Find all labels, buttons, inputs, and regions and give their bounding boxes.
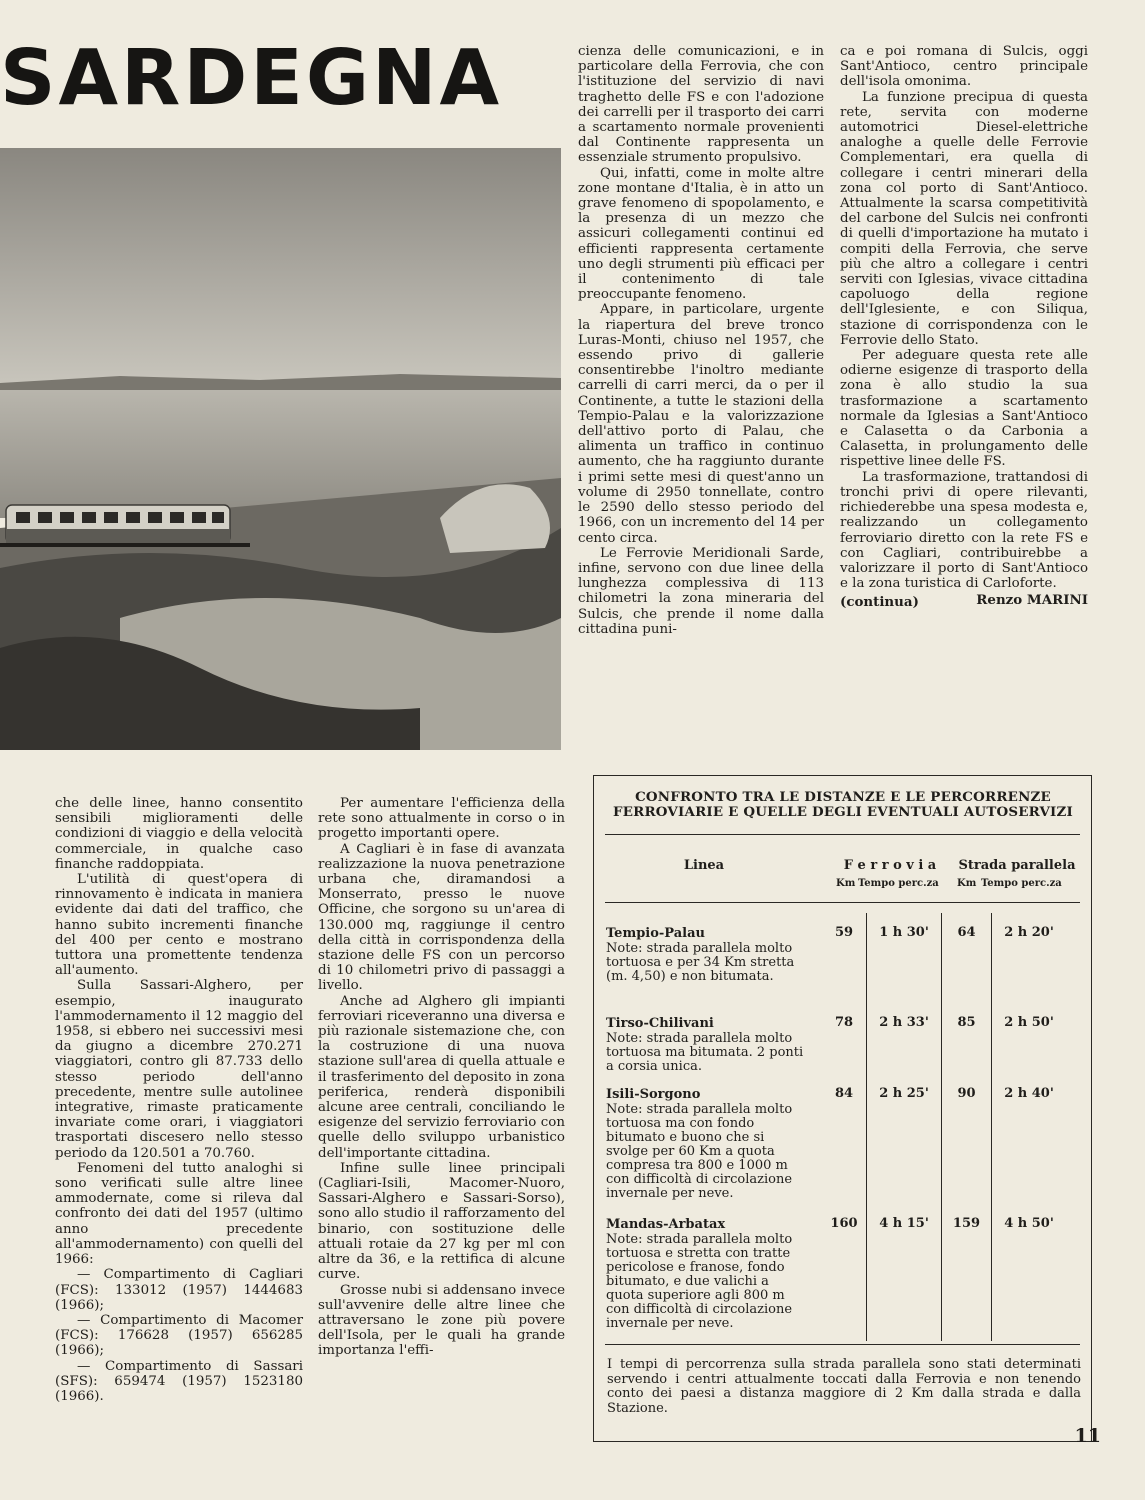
column-header-strada: Strada parallela bbox=[958, 858, 1076, 873]
paragraph: Grosse nubi si addensano invece sull'avvenire delle altre linee che attraversano le zone più povere dell'Isola, per le quali ha grande importanza l'effi- bbox=[318, 1282, 565, 1359]
article-column-3 bbox=[578, 44, 824, 637]
paragraph: Per adeguare questa rete alle odierne esigenze di trasporto della zona è allo studio la sua trasformazione a scartamento normale da Iglesias a Sant'Antioco e Calasetta o da Carbonia a Calasetta, in prolungamento delle rispettive linee delle FS. bbox=[840, 348, 1088, 470]
table-cell: 2 h 33' bbox=[879, 1015, 929, 1030]
paragraph: ca e poi romana di Sulcis, oggi Sant'Antioco, centro principale dell'isola omonima. bbox=[840, 44, 1088, 90]
paragraph: Le Ferrovie Meridionali Sarde, infine, servono con due linee della lunghezza complessiva di 113 chilometri la zona mineraria del Sulcis, che prende il nome dalla cittadina puni- bbox=[578, 545, 824, 637]
table-cell: 2 h 40' bbox=[1004, 1086, 1054, 1101]
table-cell: 2 h 25' bbox=[879, 1086, 929, 1101]
page-number: 11 bbox=[1074, 1425, 1101, 1447]
table-row-name: Mandas-Arbatax bbox=[606, 1217, 726, 1232]
table-cell: 2 h 50' bbox=[1004, 1015, 1054, 1030]
table-row-note: Note: strada parallela molto tortuosa e stretta con tratte pericolose e franose, fondo bitumato, e due valichi a quota superiore agli 800 m con difficoltà di circolazione invernale per neve. bbox=[606, 1232, 793, 1331]
article-column-1 bbox=[55, 796, 303, 1404]
table-cell: 78 bbox=[834, 1015, 854, 1030]
table-cell: 84 bbox=[834, 1086, 854, 1101]
table-cell: 64 bbox=[957, 925, 976, 940]
subheader-tempo: Tempo perc.za bbox=[981, 878, 1062, 889]
paragraph: — Compartimento di Sassari (SFS): 659474 (1957) 1523180 (1966). bbox=[55, 1358, 303, 1404]
paragraph: Appare, in particolare, urgente la riapertura del breve tronco Luras-Monti, chiuso nel 1957, che essendo privo di gallerie consentirebbe l'inoltro mediante carrelli di carri merci, da o per il Continente, a tutte le stazioni della Tempio-Palau e la valorizzazione dell'attivo porto di Palau, che alimenta un traffico in continuo aumento, che ha raggiunto durante i primi sette mesi di quest'anno un volume di 2950 tonnellate, contro le 2590 dello stesso periodo del 1966, con un incremento del 14 per cento circa. bbox=[578, 302, 824, 546]
table-footnote: I tempi di percorrenza sulla strada parallela sono stati determinati servendo i centri attualmente toccati dalla Ferrovia e non tenendo conto dei paesi a distanza maggiore di 2 Km dalla strada e dalla Stazione. bbox=[607, 1357, 1081, 1416]
comparison-table bbox=[593, 775, 1092, 1442]
paragraph: — Compartimento di Cagliari (FCS): 133012 (1957) 1444683 (1966); bbox=[55, 1267, 303, 1313]
column-header-linea: Linea bbox=[683, 858, 725, 873]
table-cell: 85 bbox=[957, 1015, 976, 1030]
table-heading: CONFRONTO TRA LE DISTANZE E LE PERCORRENZE FERROVIARIE E QUELLE DEGLI EVENTUALI AUTOSERVIZI bbox=[613, 789, 1073, 820]
table-row-note: Note: strada parallela molto tortuosa e per 34 Km stretta (m. 4,50) e non bitumata. bbox=[606, 941, 795, 984]
railcar-photo bbox=[0, 148, 561, 750]
subheader-tempo: Tempo perc.za bbox=[858, 878, 939, 889]
subheader-km: Km bbox=[957, 878, 977, 889]
column-header-ferrovia: F e r r o v i a bbox=[843, 858, 937, 873]
table-row-name: Isili-Sorgono bbox=[606, 1087, 701, 1102]
article-column-2 bbox=[318, 796, 565, 1359]
table-cell: 2 h 20' bbox=[1004, 925, 1054, 940]
paragraph: Per aumentare l'efficienza della rete sono attualmente in corso o in progetto importanti opere. bbox=[318, 796, 565, 842]
table-cell: 4 h 15' bbox=[879, 1216, 929, 1231]
paragraph: Anche ad Alghero gli impianti ferroviari riceveranno una diversa e più razionale sistemazione che, con la costruzione di una nuova stazione sull'area di quella attuale e il trasferimento del deposito in zona periferica, renderà disponibili alcune aree centrali, conciliando le esigenze del servizio ferroviario con quelle dello sviluppo urbanistico dell'importante cittadina. bbox=[318, 993, 565, 1161]
page-title: SARDEGNA bbox=[0, 34, 503, 123]
continued-note: (continua) bbox=[840, 593, 919, 610]
table-row-note: Note: strada parallela molto tortuosa ma bitumata. 2 ponti a corsia unica. bbox=[606, 1031, 804, 1074]
paragraph: Qui, infatti, come in molte altre zone montane d'Italia, è in atto un grave fenomeno di spopolamento, e la presenza di un mezzo che assicuri collegamenti continui ed efficienti rappresenta certamente uno degli strumenti più efficaci per il contenimento di tale preoccupante fenomeno. bbox=[578, 165, 824, 303]
table-cell: 90 bbox=[957, 1086, 976, 1101]
paragraph: L'utilità di quest'opera di rinnovamento è indicata in maniera evidente dai dati del traffico, che hanno subito incrementi finanche del 400 per cento e mostrano tuttora una promettente tendenza all'aumento. bbox=[55, 872, 303, 979]
article-column-4 bbox=[840, 44, 1088, 610]
table-row-name: Tempio-Palau bbox=[606, 926, 705, 941]
paragraph: La trasformazione, trattandosi di tronchi privi di opere rilevanti, richiederebbe una spesa modesta e, realizzando un collegamento ferroviario diretto con la rete FS e con Cagliari, contribuirebbe a valorizzare il porto di Sant'Antioco e la zona turistica di Carloforte. bbox=[840, 469, 1088, 592]
paragraph: La funzione precipua di questa rete, servita con moderne automotrici Diesel-elettriche analoghe a quelle delle Ferrovie Complementari, era quella di collegare i centri minerari della zona col porto di Sant'Antioco. Attualmente la scarsa competitività del carbone del Sulcis nei confronti di quelli d'importazione ha mutato i compiti della Ferrovia, che serve più che altro a collegare i centri serviti con Iglesias, vivace cittadina capoluogo della regione dell'Iglesiente, e con Siliqua, stazione di corrispondenza con le Ferrovie dello Stato. bbox=[840, 89, 1088, 348]
table-row-name: Tirso-Chilivani bbox=[606, 1016, 714, 1031]
railcar-icon bbox=[0, 505, 250, 547]
subheader-km: Km bbox=[836, 878, 856, 889]
table-cell: 1 h 30' bbox=[879, 925, 929, 940]
table-cell: 4 h 50' bbox=[1004, 1216, 1054, 1231]
paragraph: A Cagliari è in fase di avanzata realizzazione la nuova penetrazione urbana che, diramandosi a Monserrato, presso le nuove Officine, che sorgono su un'area di 130.000 mq, raggiunge il centro della città in corrispondenza della stazione delle FS con un percorso di 10 chilometri privo di passaggi a livello. bbox=[318, 841, 565, 994]
paragraph: Fenomeni del tutto analoghi si sono verificati sulle altre linee ammodernate, come si rileva dal confronto dei dati del 1957 (ultimo anno precedente all'ammodernamento) con quelli del 1966: bbox=[55, 1160, 303, 1268]
paragraph: — Compartimento di Macomer (FCS): 176628 (1957) 656285 (1966); bbox=[55, 1312, 303, 1359]
paragraph: Sulla Sassari-Alghero, per esempio, inaugurato l'ammodernamento il 12 maggio del 1958, si ebbero nei successivi mesi da giugno a dicembre 270.271 viaggiatori, contro gli 87.733 dello stesso periodo dell'anno precedente, mentre sulle autolinee integrative, rimaste praticamente invariate come orari, i viaggiatori trasportati discesero nello stesso periodo da 120.501 a 70.760. bbox=[55, 978, 303, 1161]
table-cell: 160 bbox=[830, 1216, 858, 1231]
paragraph: che delle linee, hanno consentito sensibili miglioramenti delle condizioni di viaggio e della velocità commerciale, in qualche caso finanche raddoppiata. bbox=[55, 796, 303, 872]
paragraph: Infine sulle linee principali (Cagliari-Isili, Macomer-Nuoro, Sassari-Alghero e Sassari-Sorso), sono allo studio il rafforzamento del binario, con sostituzione delle attuali rotaie da 27 kg per ml con altre da 36, e la rettifica di alcune curve. bbox=[318, 1160, 565, 1283]
table-row-note: Note: strada parallela molto tortuosa ma con fondo bitumato e buono che si svolge per 60 Km a quota compresa tra 800 e 1000 m con difficoltà di circolazione invernale per neve. bbox=[606, 1102, 793, 1201]
paragraph: cienza delle comunicazioni, e in particolare della Ferrovia, che con l'istituzione del servizio di navi traghetto delle FS e con l'adozione dei carrelli per il trasporto dei carri a scartamento normale provenienti dal Continente rappresenta un essenziale strumento propulsivo. bbox=[578, 44, 824, 166]
author-signature: Renzo MARINI bbox=[976, 592, 1088, 609]
table-cell: 159 bbox=[952, 1216, 981, 1231]
table-cell: 59 bbox=[834, 925, 854, 940]
